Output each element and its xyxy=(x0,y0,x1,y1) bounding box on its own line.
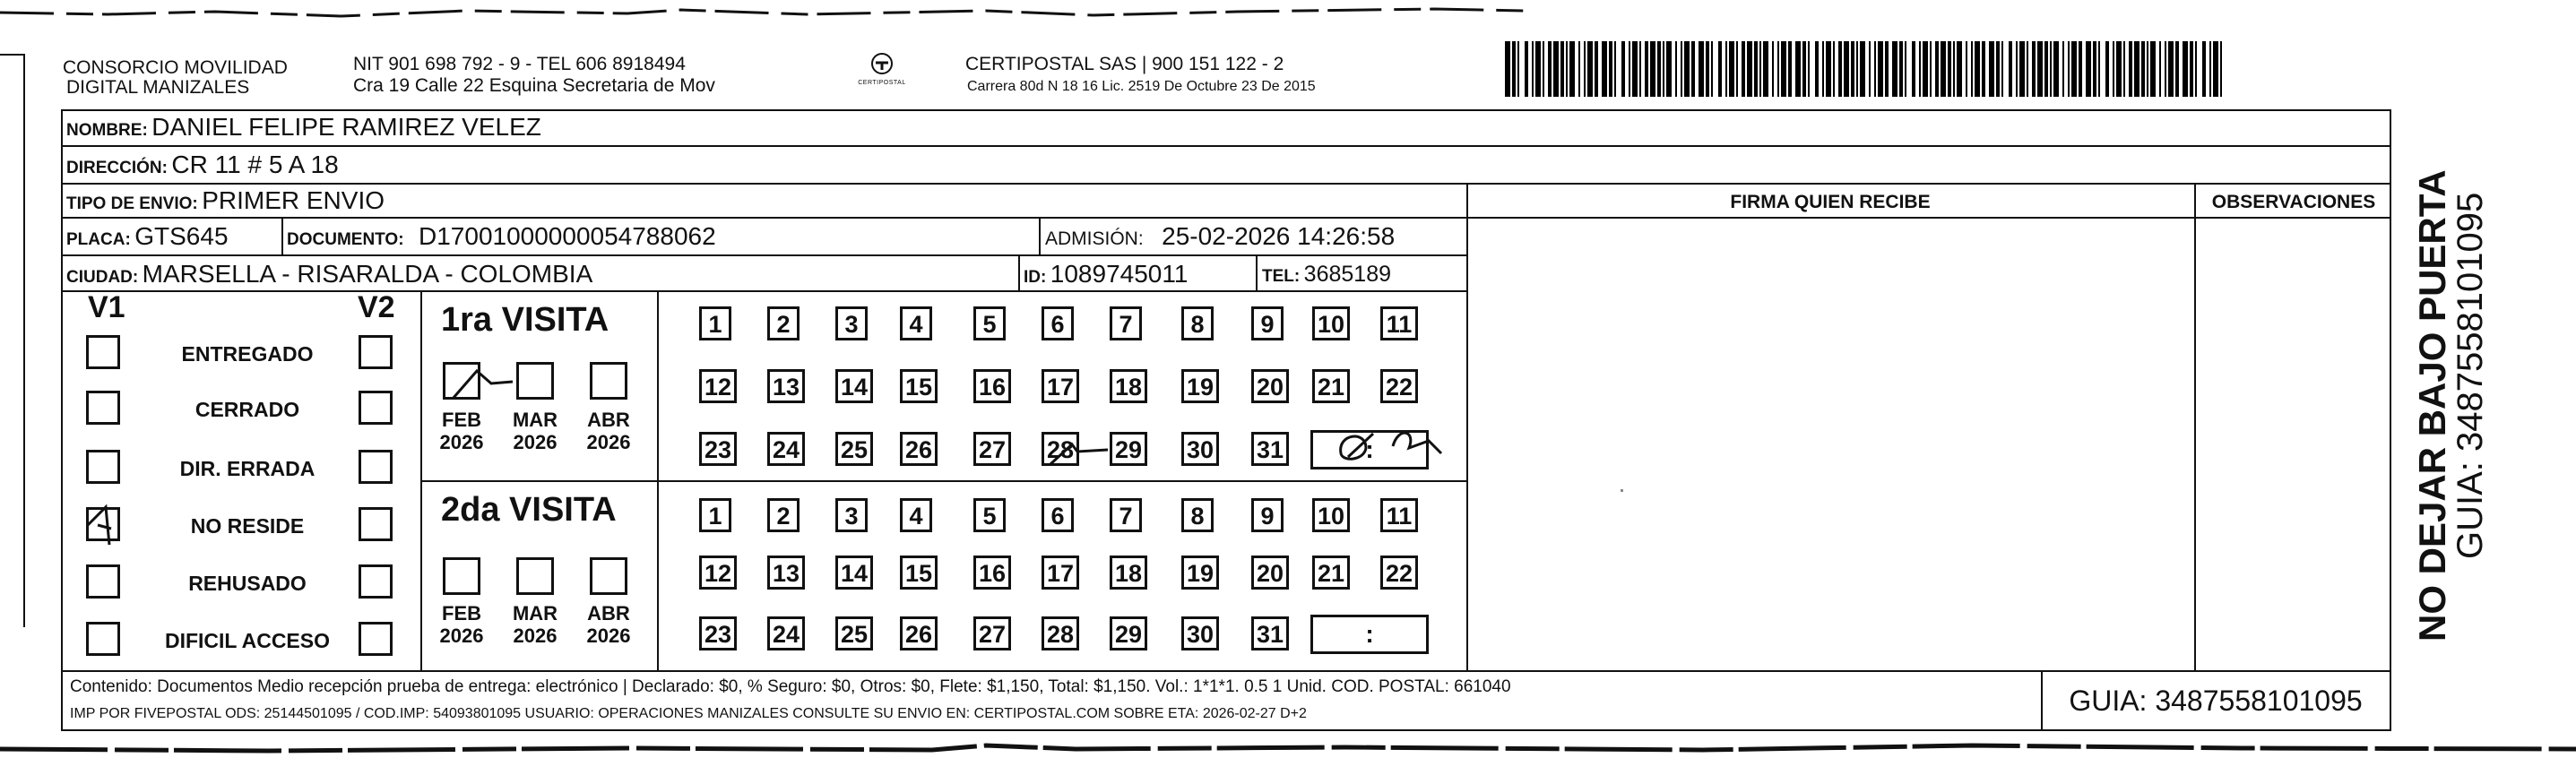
v2-checkbox[interactable] xyxy=(359,450,393,484)
barcode-bar xyxy=(1614,41,1616,97)
barcode-bar xyxy=(1632,41,1638,97)
barcode-bar xyxy=(1905,41,1906,97)
barcode-bar xyxy=(2134,41,2139,97)
direccion-row xyxy=(66,151,339,179)
day-checkbox[interactable]: 5 xyxy=(973,306,1006,340)
day-checkbox[interactable]: 9 xyxy=(1251,498,1284,532)
day-checkbox[interactable]: 4 xyxy=(900,306,932,340)
barcode-bar xyxy=(1629,41,1630,97)
barcode-bar xyxy=(2093,41,2096,97)
barcode-bar xyxy=(1941,41,1946,97)
month-checkbox[interactable] xyxy=(590,362,627,400)
day-checkbox[interactable]: 19 xyxy=(1181,369,1219,403)
day-checkbox[interactable]: 30 xyxy=(1181,432,1219,466)
barcode-bar xyxy=(1621,41,1625,97)
day-checkbox[interactable]: 27 xyxy=(973,432,1011,466)
carrier-name: CERTIPOSTAL SAS | 900 151 122 - 2 xyxy=(965,54,1284,74)
barcode-bar xyxy=(1675,41,1677,97)
company-name-line2: DIGITAL MANIZALES xyxy=(66,77,250,98)
barcode-bar xyxy=(1505,41,1510,97)
barcode-bar xyxy=(1874,41,1876,97)
day-checkbox[interactable]: 18 xyxy=(1110,369,1147,403)
barcode-bar xyxy=(2053,41,2059,97)
day-checkbox[interactable]: 20 xyxy=(1251,556,1289,590)
barcode-bar xyxy=(1899,41,1903,97)
day-checkbox[interactable]: 31 xyxy=(1251,432,1289,466)
barcode-bar xyxy=(1844,41,1849,97)
placa-label: PLACA: xyxy=(66,230,131,249)
barcode-bar xyxy=(2220,41,2222,97)
barcode-bar xyxy=(1645,41,1648,97)
tel-label: TEL: xyxy=(1262,267,1301,286)
barcode-bar xyxy=(2129,41,2132,97)
day-checkbox[interactable]: 2 xyxy=(767,306,800,340)
day-checkbox[interactable]: 11 xyxy=(1380,306,1418,340)
month-checkbox[interactable] xyxy=(516,362,554,400)
barcode-bar xyxy=(2098,41,2100,97)
rule-status-right xyxy=(420,290,422,670)
day-checkbox[interactable]: 10 xyxy=(1312,498,1350,532)
barcode-bar xyxy=(1851,41,1854,97)
day-checkbox[interactable]: 31 xyxy=(1251,616,1289,650)
day-checkbox[interactable]: 18 xyxy=(1110,556,1147,590)
day-checkbox[interactable]: 2 xyxy=(767,498,800,532)
barcode-bar xyxy=(1788,41,1792,97)
left-edge-tick xyxy=(0,54,25,56)
carrier-logo-icon xyxy=(869,52,895,75)
status-label: NO RESIDE xyxy=(190,514,305,538)
barcode-bar xyxy=(1595,41,1598,97)
barcode-bar xyxy=(2016,41,2018,97)
tel-value: 3685189 xyxy=(1303,262,1391,287)
barcode-bar xyxy=(1966,41,1967,97)
time-field[interactable]: : xyxy=(1310,615,1429,654)
barcode-bar xyxy=(1543,41,1544,97)
month-checkbox[interactable] xyxy=(590,557,627,595)
day-checkbox[interactable]: 21 xyxy=(1312,369,1350,403)
barcode-bar xyxy=(2113,41,2114,97)
carrier-license: Carrera 80d N 18 16 Lic. 2519 De Octubre 23 De 2015 xyxy=(967,79,1316,94)
barcode-bar xyxy=(1953,41,1955,97)
nombre-row xyxy=(66,113,541,142)
barcode-bar xyxy=(2001,41,2003,97)
v2-checkbox[interactable] xyxy=(359,391,393,425)
barcode-bar xyxy=(2044,41,2048,97)
v1-checkbox[interactable] xyxy=(86,564,120,599)
barcode-bar xyxy=(2009,41,2012,97)
day-checkbox[interactable]: 7 xyxy=(1110,498,1142,532)
day-checkbox[interactable]: 16 xyxy=(973,556,1011,590)
barcode-bar xyxy=(2165,41,2166,97)
barcode-bar xyxy=(1747,41,1752,97)
day-checkbox[interactable]: 25 xyxy=(835,432,873,466)
day-checkbox[interactable]: 15 xyxy=(900,556,938,590)
barcode-bar xyxy=(1729,41,1734,97)
barcode-bar xyxy=(1795,41,1801,97)
v2-checkbox[interactable] xyxy=(359,622,393,656)
day-checkbox[interactable]: 8 xyxy=(1181,306,1214,340)
side-guia: GUIA: 3487558101095 xyxy=(2451,192,2490,559)
rule-ciudad-split xyxy=(1018,254,1020,290)
day-checkbox[interactable]: 8 xyxy=(1181,498,1214,532)
day-checkbox[interactable]: 30 xyxy=(1181,616,1219,650)
day-checkbox[interactable]: 3 xyxy=(835,498,868,532)
barcode-bar xyxy=(2019,41,2025,97)
tipo-envio-label: TIPO DE ENVIO: xyxy=(66,194,198,213)
barcode-bar xyxy=(1759,41,1761,97)
month-label: FEB 2026 xyxy=(439,409,484,453)
top-edge-strokes xyxy=(0,0,2576,27)
barcode-bar xyxy=(1584,41,1586,97)
day-checkbox[interactable]: 20 xyxy=(1251,369,1289,403)
ciudad-value: MARSELLA - RISARALDA - COLOMBIA xyxy=(142,260,593,288)
barcode-bar xyxy=(1525,41,1528,97)
day-checkbox[interactable]: 1 xyxy=(699,306,731,340)
barcode-bar xyxy=(1553,41,1559,97)
barcode-bar xyxy=(1971,41,1973,97)
barcode-bar xyxy=(2183,41,2188,97)
barcode-bar xyxy=(2079,41,2082,97)
v2-checkbox[interactable] xyxy=(359,335,393,369)
day-checkbox[interactable]: 16 xyxy=(973,369,1011,403)
day-checkbox[interactable]: 9 xyxy=(1251,306,1284,340)
barcode-bar xyxy=(1548,41,1552,97)
status-label: DIFICIL ACCESO xyxy=(164,629,330,652)
month-label: ABR 2026 xyxy=(586,409,631,453)
barcode-bar xyxy=(1930,41,1932,97)
barcode-bar xyxy=(1826,41,1831,97)
first-visit-title: 1ra VISITA xyxy=(441,301,609,339)
barcode-bar xyxy=(2032,41,2036,97)
rule-firma-left xyxy=(1466,183,1468,670)
barcode-bar xyxy=(2195,41,2197,97)
day-checkbox[interactable]: 10 xyxy=(1312,306,1350,340)
status-label: DIR. ERRADA xyxy=(179,457,316,480)
barcode-bar xyxy=(1666,41,1672,97)
day-checkbox[interactable]: 17 xyxy=(1042,556,1079,590)
tipo-envio-row xyxy=(66,186,385,215)
v2-checkbox[interactable] xyxy=(359,507,393,541)
barcode-bar xyxy=(1578,41,1580,97)
barcode-bar xyxy=(1772,41,1774,97)
month-label: MAR 2026 xyxy=(512,409,558,453)
admision-label: ADMISIÓN: xyxy=(1045,228,1144,249)
carrier-logo xyxy=(852,52,912,106)
day-checkbox[interactable]: 6 xyxy=(1042,498,1074,532)
day-checkbox[interactable]: 22 xyxy=(1380,556,1418,590)
barcode-bar xyxy=(1833,41,1835,97)
barcode-bar xyxy=(1935,41,1939,97)
barcode-bar xyxy=(1711,41,1713,97)
day-checkbox[interactable]: 28 xyxy=(1042,432,1079,466)
barcode-bar xyxy=(1912,41,1915,97)
barcode-bar xyxy=(1860,41,1865,97)
barcode-bar xyxy=(1923,41,1928,97)
barcode-bar xyxy=(1609,41,1612,97)
barcode-bar xyxy=(2071,41,2077,97)
company-name-line1: CONSORCIO MOVILIDAD xyxy=(63,57,288,78)
day-checkbox[interactable]: 29 xyxy=(1110,432,1147,466)
barcode-bar xyxy=(1532,41,1534,97)
barcode-bar xyxy=(2168,41,2174,97)
barcode-bar xyxy=(1982,41,1985,97)
month-checkbox[interactable] xyxy=(443,557,480,595)
day-checkbox[interactable]: 6 xyxy=(1042,306,1074,340)
barcode-bar xyxy=(1736,41,1738,97)
barcode-bar xyxy=(2190,41,2193,97)
day-checkbox[interactable]: 13 xyxy=(767,556,805,590)
month-checkbox[interactable] xyxy=(516,557,554,595)
barcode-bar xyxy=(1699,41,1704,97)
barcode-bar xyxy=(1742,41,1745,97)
barcode-bar xyxy=(2086,41,2091,97)
barcode-bar xyxy=(1602,41,1607,97)
day-checkbox[interactable]: 28 xyxy=(1042,616,1079,650)
barcode-bar xyxy=(1777,41,1779,97)
nombre-value: DANIEL FELIPE RAMIREZ VELEZ xyxy=(151,113,541,141)
month-label: ABR 2026 xyxy=(586,602,631,647)
barcode-bar xyxy=(1663,41,1664,97)
barcode-bar xyxy=(1684,41,1690,97)
barcode-bar xyxy=(2123,41,2125,97)
status-label: ENTREGADO xyxy=(181,342,314,366)
barcode-bar xyxy=(1657,41,1661,97)
barcode-bar xyxy=(1681,41,1682,97)
barcode-bar xyxy=(1781,41,1786,97)
rule-admision-split xyxy=(1039,217,1041,254)
barcode-bar xyxy=(1948,41,1951,97)
placa-value: GTS645 xyxy=(134,222,229,250)
documento-row xyxy=(287,222,716,251)
day-checkbox[interactable]: 14 xyxy=(835,369,873,403)
nombre-label: NOMBRE: xyxy=(66,121,148,140)
barcode-bar xyxy=(2050,41,2052,97)
day-checkbox[interactable]: 3 xyxy=(835,306,868,340)
day-checkbox[interactable]: 27 xyxy=(973,616,1011,650)
day-checkbox[interactable]: 26 xyxy=(900,616,938,650)
placa-row xyxy=(66,222,229,251)
day-checkbox[interactable]: 19 xyxy=(1181,556,1219,590)
barcode-bar xyxy=(2068,41,2070,97)
scan-speck xyxy=(1621,489,1623,492)
company-nit: NIT 901 698 792 - 9 - TEL 606 8918494 xyxy=(353,54,686,74)
rule-ciudad-bottom xyxy=(61,290,1468,292)
day-checkbox[interactable]: 22 xyxy=(1380,369,1418,403)
barcode-bar xyxy=(1569,41,1575,97)
barcode-bar xyxy=(1975,41,1980,97)
day-checkbox[interactable]: 5 xyxy=(973,498,1006,532)
barcode-bar xyxy=(1996,41,2000,97)
ciudad-label: CIUDAD: xyxy=(66,268,139,287)
footer-print-line: IMP POR FIVEPOSTAL ODS: 25144501095 / COD.IMP: 54093801095 USUARIO: OPERACIONES MANIZALES CONSULTE SU ENVIO EN: CERTIPOSTAL.COM SOBRE ETA: 2026-02-27 D+2 xyxy=(70,706,1307,721)
v1-checkbox[interactable] xyxy=(86,391,120,425)
firma-header: FIRMA QUIEN RECIBE xyxy=(1730,192,1931,212)
tel-row xyxy=(1262,262,1391,288)
status-label: CERRADO xyxy=(194,398,300,421)
barcode-bar xyxy=(1869,41,1871,97)
barcode-bar xyxy=(1639,41,1641,97)
day-checkbox[interactable]: 11 xyxy=(1380,498,1418,532)
barcode-bar xyxy=(2150,41,2156,97)
barcode-bar xyxy=(1957,41,1962,97)
day-checkbox[interactable]: 15 xyxy=(900,369,938,403)
id-label: ID: xyxy=(1024,268,1047,287)
barcode-bar xyxy=(1517,41,1519,97)
barcode-bar xyxy=(2141,41,2145,97)
documento-label: DOCUMENTO: xyxy=(287,230,404,249)
day-checkbox[interactable]: 24 xyxy=(767,616,805,650)
barcode xyxy=(1505,41,2223,97)
month-label: MAR 2026 xyxy=(512,602,558,647)
ciudad-row xyxy=(66,260,592,289)
barcode-bar xyxy=(1808,41,1810,97)
day-checkbox[interactable]: 7 xyxy=(1110,306,1142,340)
rule-months-right xyxy=(657,290,659,670)
v2-checkbox[interactable] xyxy=(359,564,393,599)
day-checkbox[interactable]: 12 xyxy=(699,369,737,403)
left-edge-mark xyxy=(23,54,25,627)
v1-label: V1 xyxy=(88,290,125,324)
footer-guia: GUIA: 3487558101095 xyxy=(2069,685,2363,717)
barcode-bar xyxy=(2116,41,2122,97)
rule-tel-split xyxy=(1256,254,1258,290)
day-checkbox[interactable]: 14 xyxy=(835,556,873,590)
barcode-bar xyxy=(1802,41,1806,97)
second-visit-title: 2da VISITA xyxy=(441,491,617,529)
barcode-bar xyxy=(2175,41,2179,97)
company-address: Cra 19 Calle 22 Esquina Secretaria de Mov xyxy=(353,75,715,96)
barcode-bar xyxy=(1892,41,1897,97)
rule-placa-split xyxy=(281,217,283,254)
barcode-bar xyxy=(1919,41,1921,97)
day-checkbox[interactable]: 4 xyxy=(900,498,932,532)
barcode-bar xyxy=(1763,41,1768,97)
barcode-bar xyxy=(1822,41,1824,97)
direccion-label: DIRECCIÓN: xyxy=(66,159,168,177)
footer-content-line: Contenido: Documentos Medio recepción prueba de entrega: electrónico | Declarado: $0, % Seguro: $0, Otros: $0, Flete: $1,150, Total: $1,150. Vol.: 1*1*1. 0.5 1 Unid. COD. POSTAL: 661040 xyxy=(70,677,1511,696)
barcode-bar xyxy=(1989,41,1994,97)
admision-value: 25-02-2026 14:26:58 xyxy=(1162,222,1396,250)
status-label: REHUSADO xyxy=(188,572,307,595)
v1-checkbox[interactable] xyxy=(86,507,120,541)
rule-obs-left xyxy=(2194,183,2196,670)
barcode-bar xyxy=(2159,41,2161,97)
bottom-edge-strokes xyxy=(0,740,2576,758)
barcode-bar xyxy=(2202,41,2206,97)
day-checkbox[interactable]: 24 xyxy=(767,432,805,466)
barcode-bar xyxy=(1878,41,1883,97)
admision-row xyxy=(1045,222,1395,251)
barcode-bar xyxy=(1535,41,1541,97)
side-warning: NO DEJAR BAJO PUERTA xyxy=(2411,169,2453,642)
tipo-envio-value: PRIMER ENVIO xyxy=(202,186,385,214)
day-checkbox[interactable]: 1 xyxy=(699,498,731,532)
barcode-bar xyxy=(2213,41,2218,97)
barcode-bar xyxy=(2027,41,2028,97)
barcode-bar xyxy=(1706,41,1709,97)
id-value: 1089745011 xyxy=(1050,260,1189,288)
barcode-bar xyxy=(2209,41,2211,97)
documento-value: D17001000000054788062 xyxy=(419,222,716,250)
direccion-value: CR 11 # 5 A 18 xyxy=(171,151,339,178)
barcode-bar xyxy=(1587,41,1593,97)
day-checkbox[interactable]: 12 xyxy=(699,556,737,590)
barcode-bar xyxy=(1856,41,1858,97)
barcode-bar xyxy=(2037,41,2043,97)
day-checkbox[interactable]: 23 xyxy=(699,616,737,650)
barcode-bar xyxy=(1815,41,1819,97)
barcode-bar xyxy=(2105,41,2109,97)
rule-visit-split xyxy=(420,480,1468,482)
barcode-bar xyxy=(1725,41,1727,97)
rule-direccion-bottom xyxy=(61,183,2391,185)
day-checkbox[interactable]: 25 xyxy=(835,616,873,650)
id-row xyxy=(1024,260,1188,289)
barcode-bar xyxy=(1512,41,1516,97)
day-checkbox[interactable]: 13 xyxy=(767,369,805,403)
v1-checkbox[interactable] xyxy=(86,622,120,656)
day-checkbox[interactable]: 26 xyxy=(900,432,938,466)
barcode-bar xyxy=(2147,41,2148,97)
barcode-bar xyxy=(1691,41,1695,97)
time-field[interactable]: : xyxy=(1310,430,1429,469)
v2-label: V2 xyxy=(358,290,395,324)
barcode-bar xyxy=(2062,41,2064,97)
barcode-bar xyxy=(1754,41,1758,97)
barcode-bar xyxy=(1885,41,1889,97)
month-checkbox[interactable] xyxy=(443,362,480,400)
carrier-logo-text: CERTIPOSTAL xyxy=(858,80,906,86)
day-checkbox[interactable]: 23 xyxy=(699,432,737,466)
barcode-bar xyxy=(1566,41,1568,97)
observaciones-header: OBSERVACIONES xyxy=(2211,192,2376,212)
barcode-bar xyxy=(1560,41,1564,97)
day-checkbox[interactable]: 17 xyxy=(1042,369,1079,403)
v1-checkbox[interactable] xyxy=(86,450,120,484)
day-checkbox[interactable]: 29 xyxy=(1110,616,1147,650)
v1-checkbox[interactable] xyxy=(86,335,120,369)
day-checkbox[interactable]: 21 xyxy=(1312,556,1350,590)
barcode-bar xyxy=(1718,41,1722,97)
rule-nombre-bottom xyxy=(61,145,2391,147)
barcode-bar xyxy=(1650,41,1655,97)
month-label: FEB 2026 xyxy=(439,602,484,647)
barcode-bar xyxy=(1838,41,1842,97)
rule-firma-header xyxy=(1466,217,2391,219)
